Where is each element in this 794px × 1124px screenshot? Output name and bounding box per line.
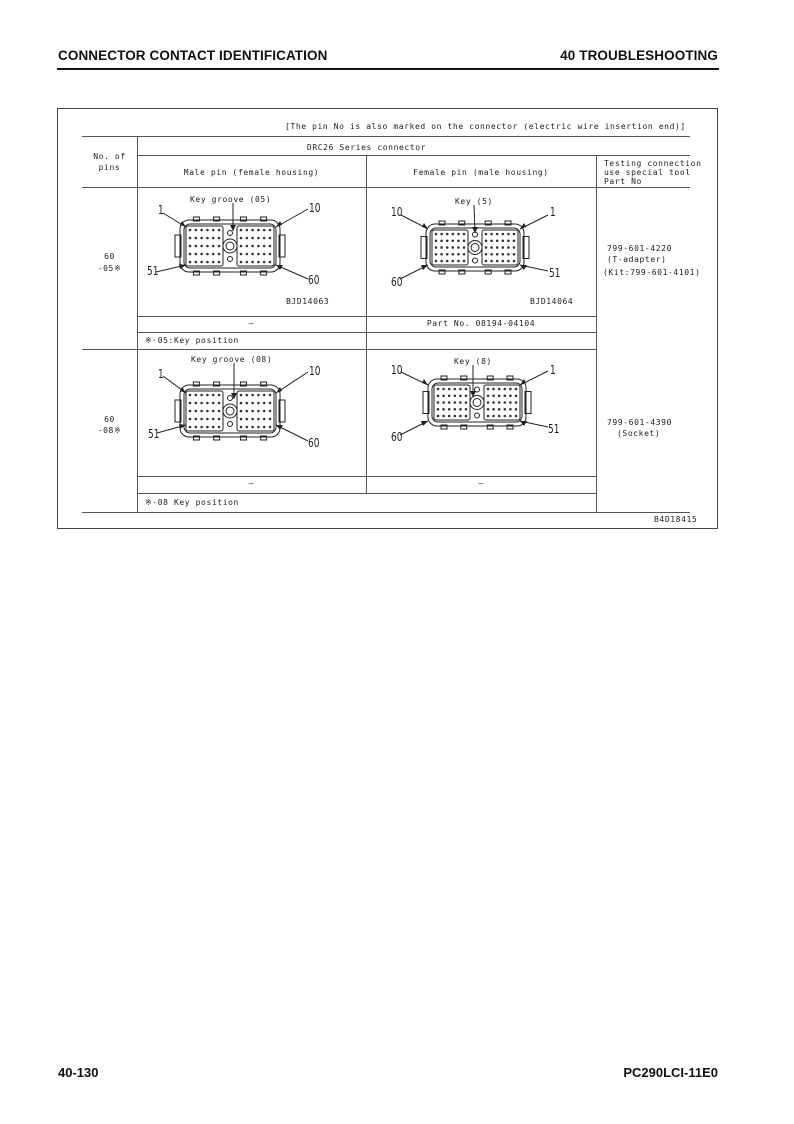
row2-pins-count: 60 [104, 415, 115, 424]
row1-tool-kit: (Kit:799-601-4101) [603, 268, 701, 277]
row2-male-pin-label: 60 [308, 436, 320, 450]
row2-pins-variant: -08※ [97, 426, 122, 435]
pins-header-line1: No. of [93, 152, 126, 161]
row1-male-pin-label: 60 [308, 273, 320, 287]
row1-female-key-label: Key (5) [455, 197, 493, 206]
section-title: CONNECTOR CONTACT IDENTIFICATION [58, 48, 328, 63]
row1-tool-desc: (T-adapter) [607, 255, 667, 264]
tool-header-line1: Testing connection [604, 159, 702, 168]
row1-female-pin-label: 60 [391, 275, 403, 289]
row1-male-pin-label: 10 [309, 201, 321, 215]
row1-female-pin-label: 1 [550, 205, 556, 219]
tool-header-line2: use special tool [604, 168, 691, 177]
row2-female-pin-label: 1 [550, 363, 556, 377]
row1-male-part: — [248, 319, 255, 328]
row2-male-pin-label: 1 [158, 367, 164, 381]
row2-male-key-label: Key groove (08) [191, 355, 273, 364]
row2-male-part: — [248, 479, 255, 488]
row2-female-pin-label: 51 [548, 422, 560, 436]
row1-female-figure-code: BJD14064 [530, 297, 574, 306]
row2-female-pin-label: 10 [391, 363, 403, 377]
row1-tool-part: 799-601-4220 [607, 244, 672, 253]
row1-male-pin-label: 51 [147, 264, 159, 278]
model-code: PC290LCI-11E0 [623, 1065, 718, 1080]
row1-key-position-note: ※-05:Key position [145, 336, 239, 345]
row1-male-figure-code: BJD14063 [286, 297, 330, 306]
wire-insertion-note: [The pin No is also marked on the connector (electric wire insertion end)] [285, 122, 686, 131]
row1-female-pin-label: 51 [549, 266, 561, 280]
row2-female-pin-label: 60 [391, 430, 403, 444]
row2-male-pin-label: 51 [148, 427, 160, 441]
row1-female-pin-label: 10 [391, 205, 403, 219]
leader-lines [58, 109, 719, 530]
row2-tool-desc: (Socket) [617, 429, 661, 438]
page-number: 40-130 [58, 1065, 99, 1080]
header-rule [57, 68, 719, 70]
row2-female-part: — [478, 479, 484, 488]
row2-key-position-note: ※-08 Key position [145, 498, 239, 507]
row1-male-pin-label: 1 [158, 203, 164, 217]
connector-figure [57, 108, 718, 529]
row1-male-key-label: Key groove (05) [190, 195, 272, 204]
female-pin-header: Female pin (male housing) [413, 168, 549, 177]
figure-code: B4D18415 [654, 515, 698, 524]
tool-header-line3: Part No [604, 177, 642, 186]
row2-female-key-label: Key (8) [454, 357, 492, 366]
male-pin-header: Male pin (female housing) [183, 168, 320, 177]
row1-female-part: Part No. 08194-04104 [426, 319, 536, 328]
row1-pins-variant: -05※ [97, 264, 122, 273]
row1-pins-count: 60 [104, 252, 115, 261]
pins-header-line2: pins [98, 163, 121, 172]
row2-male-pin-label: 10 [309, 364, 321, 378]
chapter-title: 40 TROUBLESHOOTING [560, 48, 718, 63]
row2-tool-part: 799-601-4390 [607, 418, 672, 427]
series-label: DRC26 Series connector [306, 143, 427, 152]
